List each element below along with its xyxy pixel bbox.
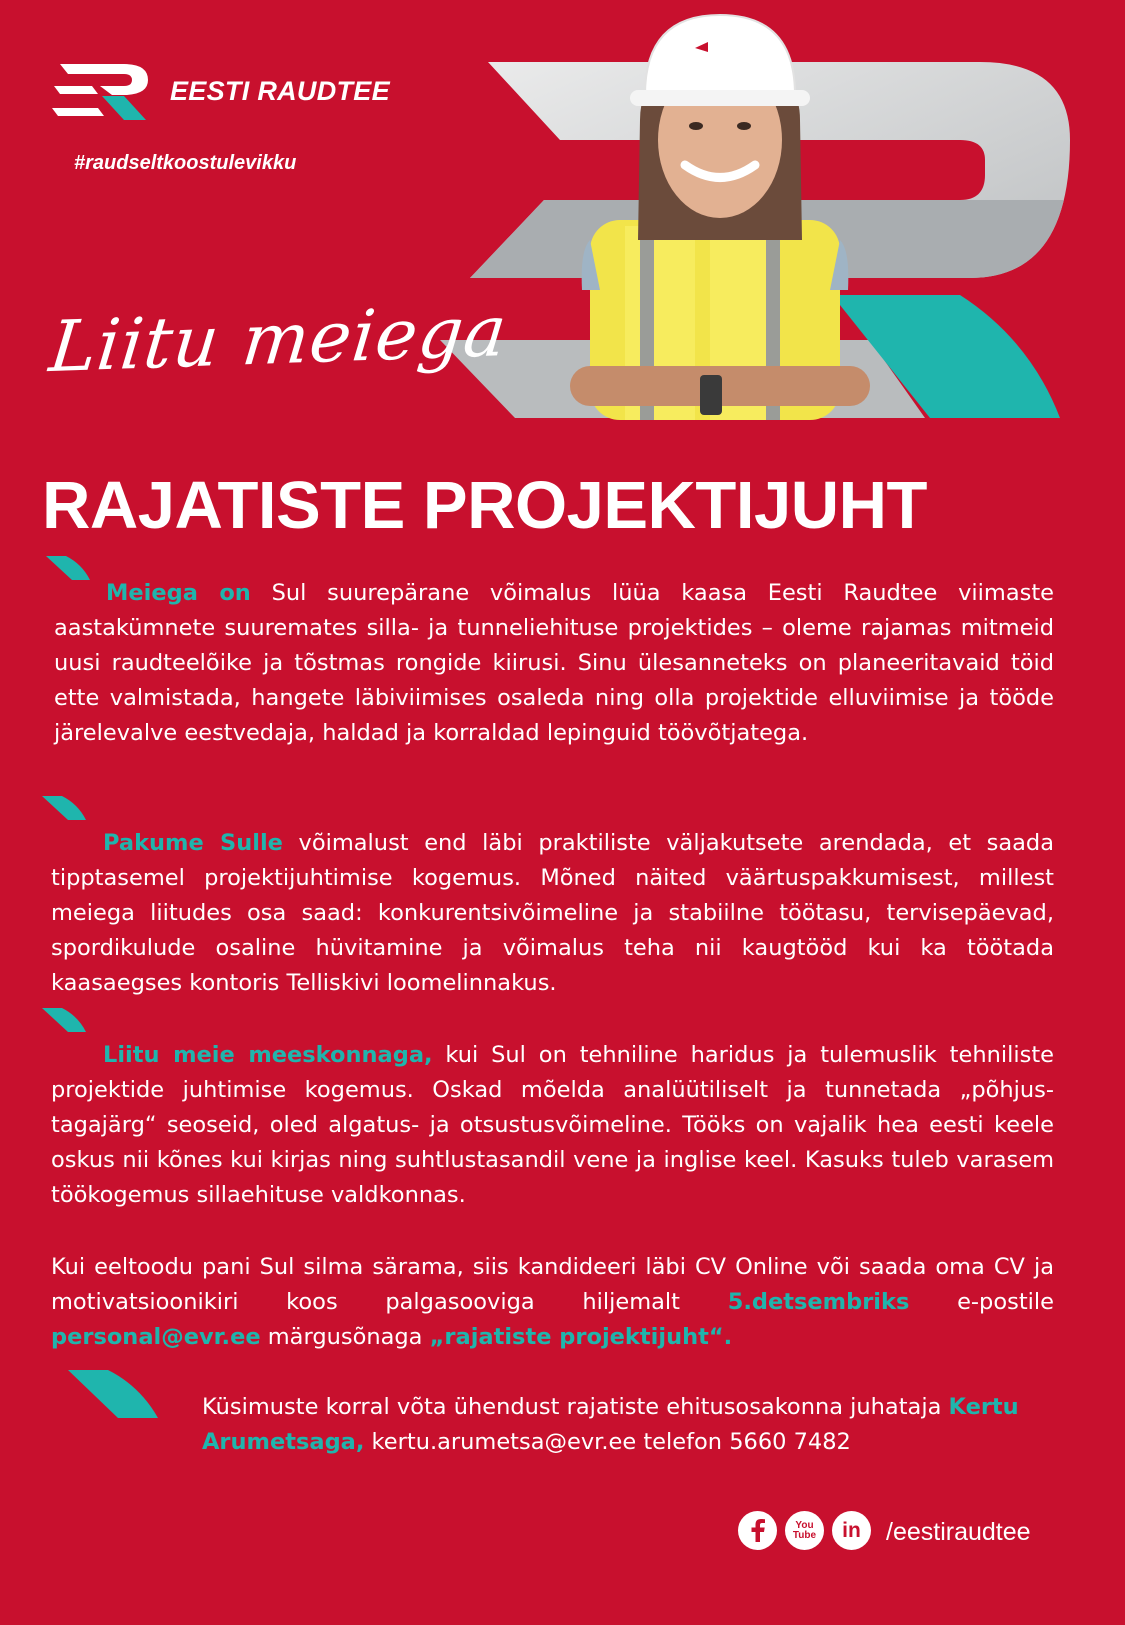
apply-text: Kui eeltoodu pani Sul silma särama, siis kandideeri läbi CV Online või saada oma CV ja motivatsioonikiri koos palgasooviga hiljemalt xyxy=(51,1254,1054,1315)
social-handle[interactable]: /eestiraudtee xyxy=(886,1518,1031,1546)
eesti-raudtee-logo-mark xyxy=(52,62,152,122)
youtube-label: You Tube xyxy=(792,1519,817,1541)
leaf-bullet-icon xyxy=(68,1370,160,1418)
section-lead: Meiega on xyxy=(106,580,251,606)
section-meiega-on xyxy=(54,576,1054,751)
apply-instructions xyxy=(51,1250,1054,1355)
apply-text: märgusõnaga xyxy=(260,1324,430,1350)
contact-name: Kertu Arumetsaga, xyxy=(202,1394,1019,1455)
section-lead: Liitu meie meeskonnaga, xyxy=(103,1042,433,1068)
contact-info xyxy=(202,1390,1054,1460)
job-title: RAJATISTE PROJEKTIJUHT xyxy=(42,468,927,543)
hero-photo-worker xyxy=(440,0,1125,440)
section-body: kui Sul on tehniline haridus ja tulemuslik tehniliste projektide juhtimise kogemus. Oskad mõelda analüütiliselt ja tunnetada „põhjus-tagajärg“ seoseid, oled algatus- ja otsustusvõimeline. Tööks on vajalik hea eesti keele oskus nii kõnes kui kirjas ning suhtlustasandil vene ja inglise keel. Kasuks tuleb varasem töökogemus sillaehituse valdkonnas. xyxy=(51,1042,1055,1208)
hashtag: #raudseltkoostulevikku xyxy=(74,152,297,174)
section-body: võimalust end läbi praktiliste väljakutsete arendada, et saada tipptasemel projektijuhtimise kogemus. Mõned näited väärtuspakkumisest, millest meiega liitudes osa saad: konkurentsivõimeline ja stabiilne töötasu, tervisepäevad, spordikulude osaline hüvitamine ja võimalus teha nii kaugtööd kui ka töötada kaasaegses kontoris Telliskivi loomelinnakus. xyxy=(51,830,1054,996)
section-body: Sul suurepärane võimalus lüüa kaasa Eesti Raudtee viimaste aastakümnete suuremates silla- ja tunneliehituse projektides – oleme rajamas mitmeid uusi raudteelõike ja tõstmas rongide kiirusi. Sinu ülesanneteks on planeeritavaid töid ette valmistada, hangete läbiviimises osaleda ning olla projektide elluviimise ja tööde järelevalve eestvedaja, haldad ja korraldad lepinguid töövõtjatega. xyxy=(54,580,1054,746)
leaf-bullet-icon xyxy=(42,1008,88,1032)
facebook-icon[interactable] xyxy=(738,1511,777,1550)
youtube-icon[interactable] xyxy=(785,1511,824,1550)
apply-keyword: „rajatiste projektijuht“. xyxy=(429,1324,733,1350)
linkedin-icon[interactable] xyxy=(832,1511,871,1550)
apply-email-link[interactable]: personal@evr.ee xyxy=(51,1324,261,1350)
script-title: Liitu meiega xyxy=(45,289,512,389)
leaf-bullet-icon xyxy=(42,796,88,820)
contact-details: kertu.arumetsa@evr.ee telefon 5660 7482 xyxy=(364,1429,851,1455)
section-liitu-meeskonnaga xyxy=(51,1038,1054,1213)
linkedin-label: in xyxy=(842,1518,861,1542)
section-pakume-sulle xyxy=(51,826,1054,1001)
brand-name: EESTI RAUDTEE xyxy=(170,76,390,106)
contact-text: Küsimuste korral võta ühendust rajatiste ehitusosakonna juhataja xyxy=(202,1394,949,1420)
apply-text: e-postile xyxy=(909,1289,1054,1315)
deadline: 5.detsembriks xyxy=(727,1289,910,1315)
section-lead: Pakume Sulle xyxy=(103,830,283,856)
